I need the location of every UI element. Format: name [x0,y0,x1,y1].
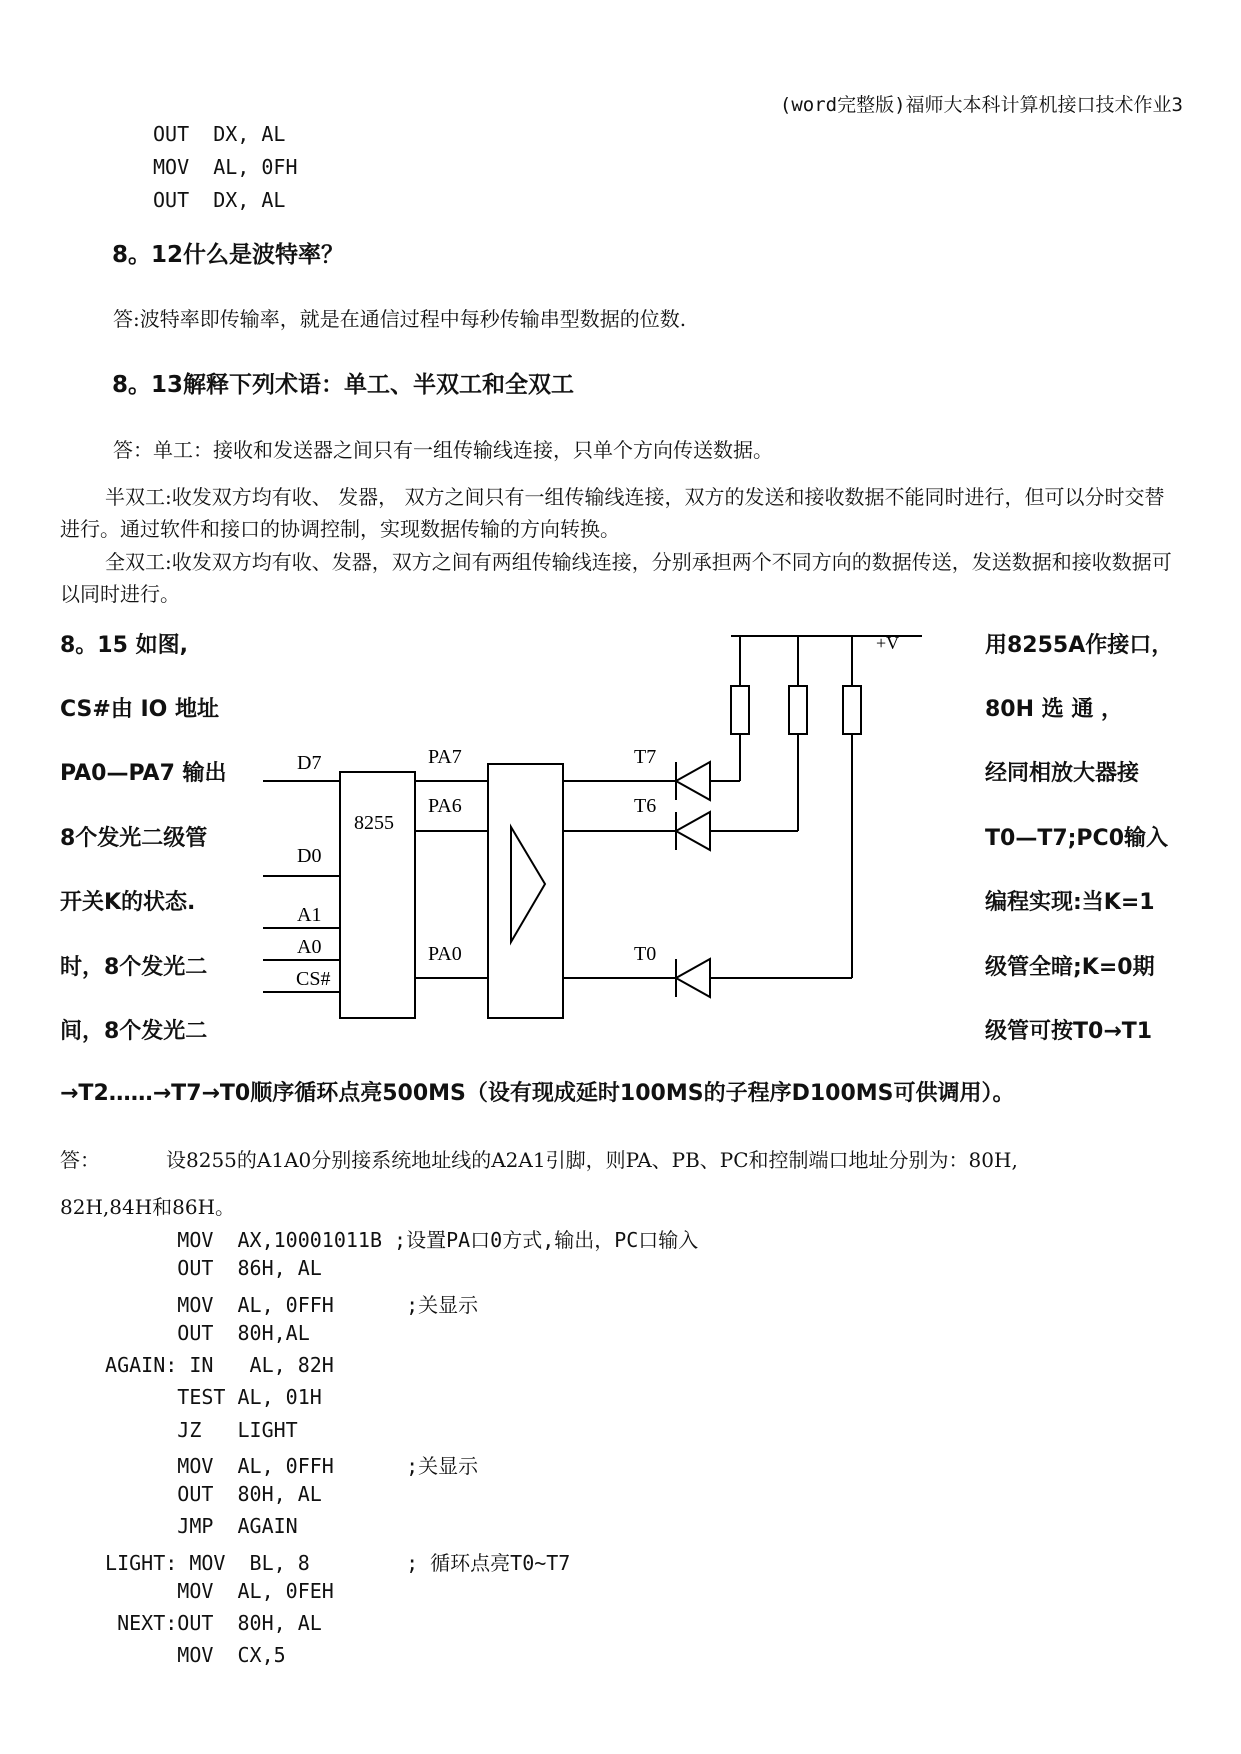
question-left-line: PA0—PA7 输出 [60,761,227,786]
pa7-label: PA7 [428,746,462,768]
vplus-label: +V [876,633,900,653]
full-duplex-paragraph: 全双工:收发双方均有收、发器，双方之间有两组传输线连接，分别承担两个不同方向的数据传送，发送数据和接收数据可以同时进行。 [60,550,1172,606]
question-right-line: 用8255A作接口， [985,633,1174,658]
page-header: (word完整版)福师大本科计算机接口技术作业3 [779,94,1183,116]
question-right-line: 经同相放大器接 [985,761,1140,786]
question-left-line: 8。15 如图, [60,633,188,658]
question-right-line: T0—T7;PC0输入 [985,826,1169,851]
code-line: OUT 80H, AL [93,1482,322,1506]
resistor-icon [789,686,807,734]
answer-line: 设8255的A1A0分别接系统地址线的A2A1引脚，则PA、PB、PC和控制端口地址分别为：80H, [166,1148,1018,1172]
code-line: MOV CX,5 [93,1643,286,1667]
question-left-line: 间，8个发光二 [60,1019,208,1044]
question-right-line: 80H 选 通 ， [985,697,1124,722]
led-t6-icon [676,812,710,850]
pa0-label: PA0 [428,943,462,965]
pin-label-a0: A0 [297,936,322,958]
code-line: MOV AL, 0FFH ;关显示 [93,1454,479,1478]
pin-label-d0: D0 [297,845,322,867]
led-t7-icon [676,762,710,800]
question-left-line: CS#由 IO 地址 [60,697,220,722]
pin-label-d7: D7 [297,752,322,774]
t6-label: T6 [634,795,657,817]
pa6-label: PA6 [428,795,462,817]
buffer-triangle [511,827,545,942]
code-line: LIGHT: MOV BL, 8 ; 循环点亮T0~T7 [93,1551,571,1575]
buffer-box [488,764,563,1018]
code-line: OUT DX, AL [153,188,286,212]
code-line: MOV AL, 0FEH [93,1579,334,1603]
pin-label-a1: A1 [297,904,322,926]
code-line: NEXT:OUT 80H, AL [93,1611,322,1635]
code-line: AGAIN: IN AL, 82H [93,1353,334,1377]
code-line: OUT DX, AL [153,122,286,146]
pin-label-cs: CS# [296,968,331,990]
question-title: 8。13解释下列术语：单工、半双工和全双工 [112,372,575,398]
t0-label: T0 [634,943,657,965]
answer-text: 答：单工：接收和发送器之间只有一组传输线连接，只单个方向传送数据。 [113,438,773,462]
question-left-line: 时，8个发光二 [60,955,208,980]
code-line: MOV AL, 0FH [153,155,298,179]
code-line: TEST AL, 01H [93,1385,322,1409]
question-right-line: 编程实现:当K=1 [985,890,1155,915]
question-title: 8。12什么是波特率？ [112,242,345,268]
code-line: OUT 86H, AL [93,1256,322,1280]
answer-prefix: 答： [60,1148,100,1172]
code-line: JZ LIGHT [93,1418,298,1442]
code-line: MOV AX,10001011B ;设置PA口0方式,输出，PC口输入 [93,1228,699,1252]
question-right-line: 级管全暗;K=0期 [985,955,1155,980]
question-left-line: 开关K的状态. [60,890,196,915]
chip-8255-box [340,772,415,1018]
question-tail: →T2……→T7→T0顺序循环点亮500MS（设有现成延时100MS的子程序D100MS可供调用）。 [60,1081,1015,1106]
answer-text: 答:波特率即传输率，就是在通信过程中每秒传输串型数据的位数. [113,307,687,331]
question-right-line: 级管可按T0→T1 [985,1019,1153,1044]
answer-line: 82H,84H和86H。 [60,1195,236,1219]
half-duplex-paragraph: 半双工:收发双方均有收、 发器， 双方之间只有一组传输线连接，双方的发送和接收数据不能同时进行，但可以分时交替进行。通过软件和接口的协调控制，实现数据传输的方向转换。 [60,485,1165,541]
question-left-line: 8个发光二级管 [60,826,208,851]
t7-label: T7 [634,746,657,768]
chip-label: 8255 [354,812,394,834]
resistor-icon [843,686,861,734]
led-t0-icon [676,959,710,997]
resistor-icon [731,686,749,734]
code-line: MOV AL, 0FFH ;关显示 [93,1293,479,1317]
code-line: OUT 80H,AL [93,1321,310,1345]
code-line: JMP AGAIN [93,1514,298,1538]
